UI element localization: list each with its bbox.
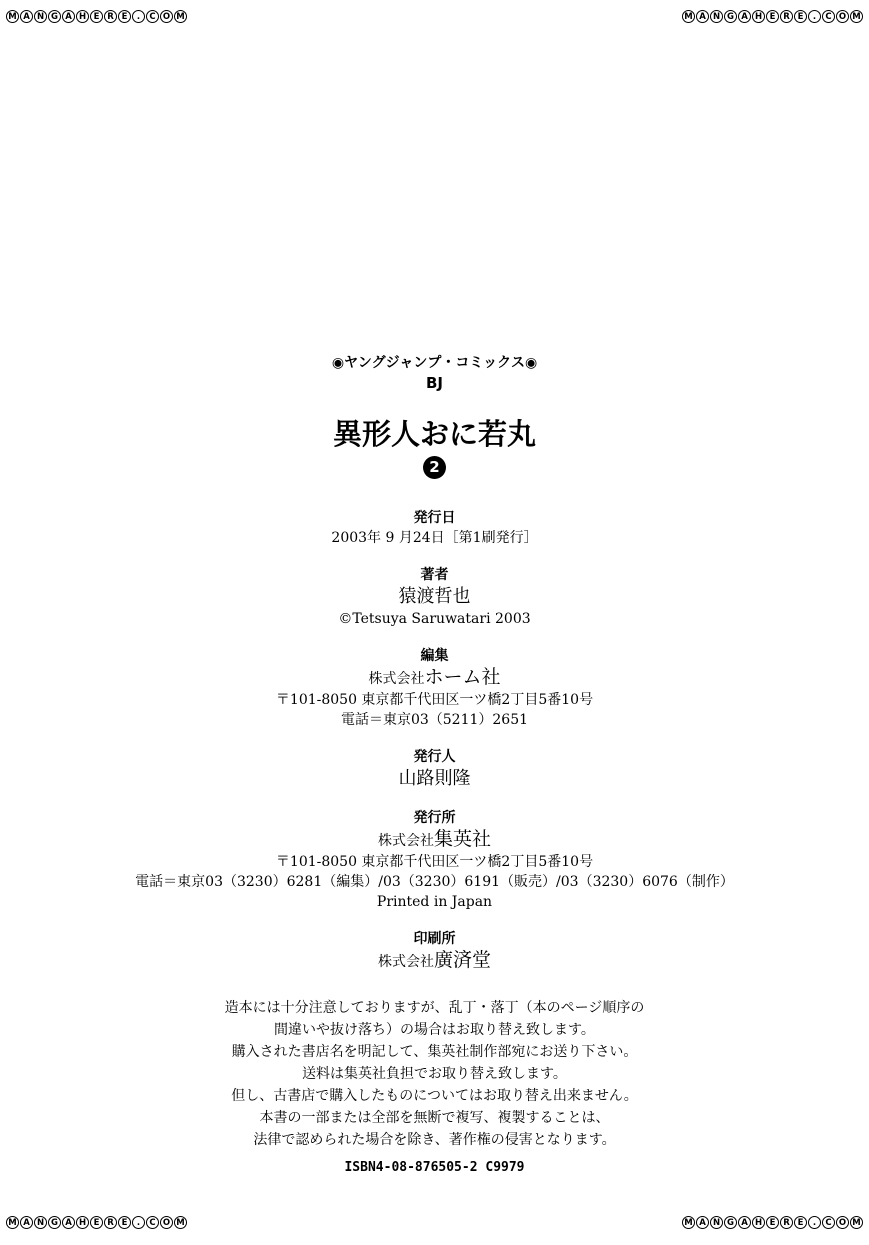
watermark-letter: M [850,10,863,23]
watermark-letter: M [6,10,19,23]
notice-line: 但し、古書店で購入したものについてはお取り替え出来ません。 [231,1088,638,1104]
publisher-company [0,828,869,852]
volume-badge: 2 [423,456,446,479]
watermark-letter: M [682,10,695,23]
series-name: ◉ヤングジャンプ・コミックス◉ [331,355,538,371]
company-prefix: 株式会社 [368,671,425,687]
publication-date: 2003年 9 月24日［第1刷発行］ [331,530,538,546]
watermark-letter: C [146,10,159,23]
watermark-top-right [680,8,865,25]
notice-line: 間違いや抜け落ち）の場合はお取り替え致します。 [274,1022,595,1038]
watermark-letter: N [34,10,47,23]
notice-line: 法律で認められた場合を除き、著作権の侵害となります。 [253,1132,616,1148]
watermark-letter: O [836,1216,849,1229]
publisher-phone: 電話＝東京03（3230）6281（編集）/03（3230）6191（販売）/03（3230）6076（制作） [135,874,734,890]
replacement-notice [0,997,869,1151]
watermark-letter: . [132,10,145,23]
watermark-letter: R [780,10,793,23]
printer-company [0,949,869,973]
publisher-label: 発行所 [413,810,456,826]
printer-label: 印刷所 [413,931,456,947]
watermark-letter: R [780,1216,793,1229]
watermark-letter: A [738,1216,751,1229]
publication-date-label: 発行日 [413,510,456,526]
watermark-letter: E [118,1216,131,1229]
editing-address: 〒101-8050 東京都千代田区一ツ橋2丁目5番10号 [275,692,594,708]
watermark-top-left [4,8,189,25]
watermark-letter: A [20,10,33,23]
watermark-letter: G [48,10,61,23]
watermark-bottom-left [4,1214,189,1231]
watermark-letter: R [104,10,117,23]
watermark-letter: G [48,1216,61,1229]
author-label: 著者 [420,567,449,583]
imprint-label: BJ [425,374,443,392]
watermark-letter: A [62,10,75,23]
watermark-letter: M [174,10,187,23]
watermark-letter: E [90,10,103,23]
company-prefix: 株式会社 [377,954,434,970]
watermark-letter: O [160,1216,173,1229]
watermark-bottom-right [680,1214,865,1231]
watermark-letter: C [146,1216,159,1229]
watermark-letter: M [6,1216,19,1229]
watermark-letter: A [696,10,709,23]
watermark-letter: A [20,1216,33,1229]
editing-company-name: ホーム社 [424,666,501,688]
watermark-letter: M [682,1216,695,1229]
watermark-letter: N [34,1216,47,1229]
isbn-code: ISBN4-08-876505-2 C9979 [344,1160,525,1175]
notice-line: 造本には十分注意しておりますが、乱丁・落丁（本のページ順序の [224,1000,645,1016]
editing-company [0,666,869,690]
watermark-letter: N [710,10,723,23]
printed-in-japan: Printed in Japan [376,894,493,910]
watermark-letter: O [836,10,849,23]
watermark-letter: O [160,10,173,23]
watermark-letter: A [738,10,751,23]
editing-phone: 電話＝東京03（5211）2651 [340,712,529,728]
watermark-letter: H [76,1216,89,1229]
printer-company-name: 廣済堂 [433,949,491,971]
editing-label: 編集 [420,648,449,664]
watermark-letter: H [752,10,765,23]
watermark-letter: R [104,1216,117,1229]
watermark-letter: C [822,10,835,23]
watermark-letter: . [808,10,821,23]
publisher-person-name: 山路則隆 [398,768,471,789]
watermark-letter: M [850,1216,863,1229]
author-name: 猿渡哲也 [398,586,471,607]
watermark-letter: G [724,1216,737,1229]
watermark-letter: E [766,1216,779,1229]
watermark-letter: A [696,1216,709,1229]
colophon [0,353,869,1177]
watermark-letter: N [710,1216,723,1229]
watermark-letter: . [132,1216,145,1229]
watermark-letter: C [822,1216,835,1229]
watermark-letter: E [794,1216,807,1229]
watermark-letter: H [752,1216,765,1229]
watermark-letter: E [118,10,131,23]
watermark-letter: E [90,1216,103,1229]
notice-line: 本書の一部または全部を無断で複写、複製することは、 [259,1110,610,1126]
watermark-letter: . [808,1216,821,1229]
publisher-address: 〒101-8050 東京都千代田区一ツ橋2丁目5番10号 [275,854,594,870]
company-prefix: 株式会社 [377,833,434,849]
watermark-letter: A [62,1216,75,1229]
book-title: 異形人おに若丸 [332,417,536,451]
watermark-letter: G [724,10,737,23]
publisher-person-label: 発行人 [413,749,456,765]
publisher-company-name: 集英社 [433,828,491,850]
watermark-letter: E [794,10,807,23]
watermark-letter: M [174,1216,187,1229]
notice-line: 送料は集英社負担でお取り替え致します。 [302,1066,567,1082]
notice-line: 購入された書店名を明記して、集英社制作部宛にお送り下さい。 [231,1044,638,1060]
copyright: ©Tetsuya Saruwatari 2003 [338,611,531,627]
watermark-letter: H [76,10,89,23]
watermark-letter: E [766,10,779,23]
